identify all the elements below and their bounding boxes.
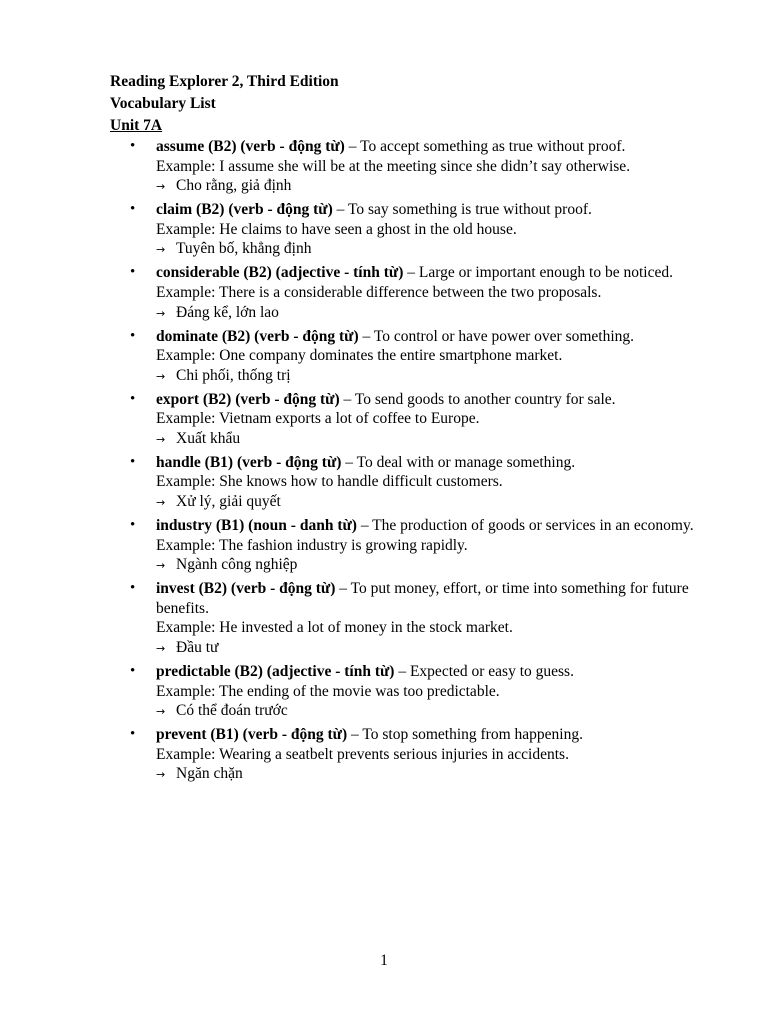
vocab-entry	[110, 390, 700, 450]
vocab-definition: – To send goods to another country for sale.	[339, 390, 616, 408]
entry-heading-line	[156, 327, 700, 347]
vocab-example: Example: There is a considerable difference between the two proposals.	[156, 283, 602, 301]
vocab-translation: Ngăn chặn	[176, 765, 243, 783]
arrow-right-icon: →	[156, 243, 166, 257]
arrow-right-icon: →	[156, 180, 166, 194]
vocab-definition: – To put money, effort, or time into something for future benefits.	[156, 580, 689, 617]
arrow-right-icon: →	[156, 496, 166, 510]
document-header	[110, 71, 710, 137]
vocab-translation-line	[156, 176, 700, 197]
vocab-entry	[110, 327, 700, 387]
vocab-term: dominate (B2) (verb - động từ)	[156, 327, 359, 345]
vocab-translation: Xuất khẩu	[176, 429, 241, 447]
vocab-example: Example: Vietnam exports a lot of coffee to Europe.	[156, 410, 480, 428]
vocab-term: claim (B2) (verb - động từ)	[156, 201, 333, 219]
vocab-term: industry (B1) (noun - danh từ)	[156, 517, 357, 535]
vocab-translation-line	[156, 555, 700, 576]
vocab-entry	[110, 725, 700, 785]
entry-heading-line	[156, 579, 700, 618]
bullet-icon: •	[130, 726, 136, 743]
vocab-entry	[110, 516, 700, 576]
vocab-entry	[110, 137, 700, 197]
bullet-icon: •	[130, 662, 136, 679]
unit-heading: Unit 7A	[110, 117, 163, 134]
vocab-translation-line	[156, 764, 700, 785]
vocab-entry	[110, 453, 700, 513]
vocab-translation-line	[156, 701, 700, 722]
entry-heading-line	[156, 725, 700, 745]
vocab-term: invest (B2) (verb - động từ)	[156, 580, 336, 598]
arrow-right-icon: →	[156, 369, 166, 383]
vocab-definition: – To say something is true without proof.	[332, 201, 592, 219]
entry-heading-line	[156, 137, 700, 157]
vocab-term: considerable (B2) (adjective - tính từ)	[156, 264, 404, 282]
vocab-translation: Tuyên bố, khẳng định	[176, 240, 312, 258]
vocab-translation: Đầu tư	[176, 638, 219, 656]
vocab-example: Example: One company dominates the entire smartphone market.	[156, 347, 563, 365]
vocab-translation-line	[156, 492, 700, 513]
vocab-term: export (B2) (verb - động từ)	[156, 390, 340, 408]
bullet-icon: •	[130, 517, 136, 534]
document-title: Reading Explorer 2, Third Edition	[110, 73, 339, 90]
vocab-entry	[110, 200, 700, 260]
vocab-definition: – To control or have power over something.	[358, 327, 635, 345]
vocab-example: Example: He invested a lot of money in the stock market.	[156, 619, 513, 637]
entry-heading-line	[156, 662, 700, 682]
bullet-icon: •	[130, 201, 136, 218]
arrow-right-icon: →	[156, 306, 166, 320]
vocab-definition: – The production of goods or services in an economy.	[356, 517, 694, 535]
vocab-definition: – Expected or easy to guess.	[394, 662, 574, 680]
bullet-icon: •	[130, 264, 136, 281]
vocab-definition: – To deal with or manage something.	[341, 453, 576, 471]
vocab-entry	[110, 579, 700, 658]
vocab-translation-line	[156, 303, 700, 324]
vocab-translation: Xử lý, giải quyết	[176, 493, 281, 511]
vocab-example: Example: He claims to have seen a ghost in the old house.	[156, 220, 517, 238]
vocab-entry	[110, 662, 700, 722]
vocab-example: Example: Wearing a seatbelt prevents serious injuries in accidents.	[156, 745, 569, 763]
vocab-definition: – To stop something from happening.	[347, 726, 583, 744]
vocab-translation-line	[156, 366, 700, 387]
entry-heading-line	[156, 263, 700, 283]
bullet-icon: •	[130, 390, 136, 407]
vocab-term: handle (B1) (verb - động từ)	[156, 453, 342, 471]
entry-heading-line	[156, 453, 700, 473]
entry-heading-line	[156, 516, 700, 536]
vocab-translation-line	[156, 239, 700, 260]
vocab-term: assume (B2) (verb - động từ)	[156, 138, 345, 155]
vocab-translation-line	[156, 638, 700, 659]
arrow-right-icon: →	[156, 705, 166, 719]
vocab-definition: – Large or important enough to be noticed.	[403, 264, 673, 282]
vocab-definition: – To accept something as true without proof.	[344, 138, 626, 155]
arrow-right-icon: →	[156, 432, 166, 446]
bullet-icon: •	[130, 327, 136, 344]
arrow-right-icon: →	[156, 768, 166, 782]
vocab-translation: Có thể đoán trước	[176, 702, 288, 720]
vocab-translation: Cho rằng, giả định	[176, 177, 292, 195]
vocab-example: Example: The ending of the movie was too predictable.	[156, 682, 500, 700]
vocab-entry	[110, 263, 700, 323]
vocab-term: prevent (B1) (verb - động từ)	[156, 726, 348, 744]
vocab-example: Example: The fashion industry is growing rapidly.	[156, 536, 468, 554]
arrow-right-icon: →	[156, 559, 166, 573]
entry-heading-line	[156, 390, 700, 410]
vocab-translation: Ngành công nghiệp	[176, 556, 298, 574]
vocab-example: Example: I assume she will be at the meeting since she didn’t say otherwise.	[156, 157, 631, 175]
vocab-translation-line	[156, 429, 700, 450]
page-number: 1	[380, 952, 388, 969]
bullet-icon: •	[130, 580, 136, 597]
bullet-icon: •	[130, 453, 136, 470]
vocab-translation: Đáng kể, lớn lao	[176, 303, 279, 321]
vocab-translation: Chi phối, thống trị	[176, 366, 291, 384]
bullet-icon: •	[130, 138, 136, 154]
vocab-term: predictable (B2) (adjective - tính từ)	[156, 662, 395, 680]
vocabulary-list	[110, 137, 700, 788]
vocab-example: Example: She knows how to handle difficult customers.	[156, 473, 503, 491]
document-subtitle: Vocabulary List	[110, 95, 216, 112]
entry-heading-line	[156, 200, 700, 220]
arrow-right-icon: →	[156, 641, 166, 655]
